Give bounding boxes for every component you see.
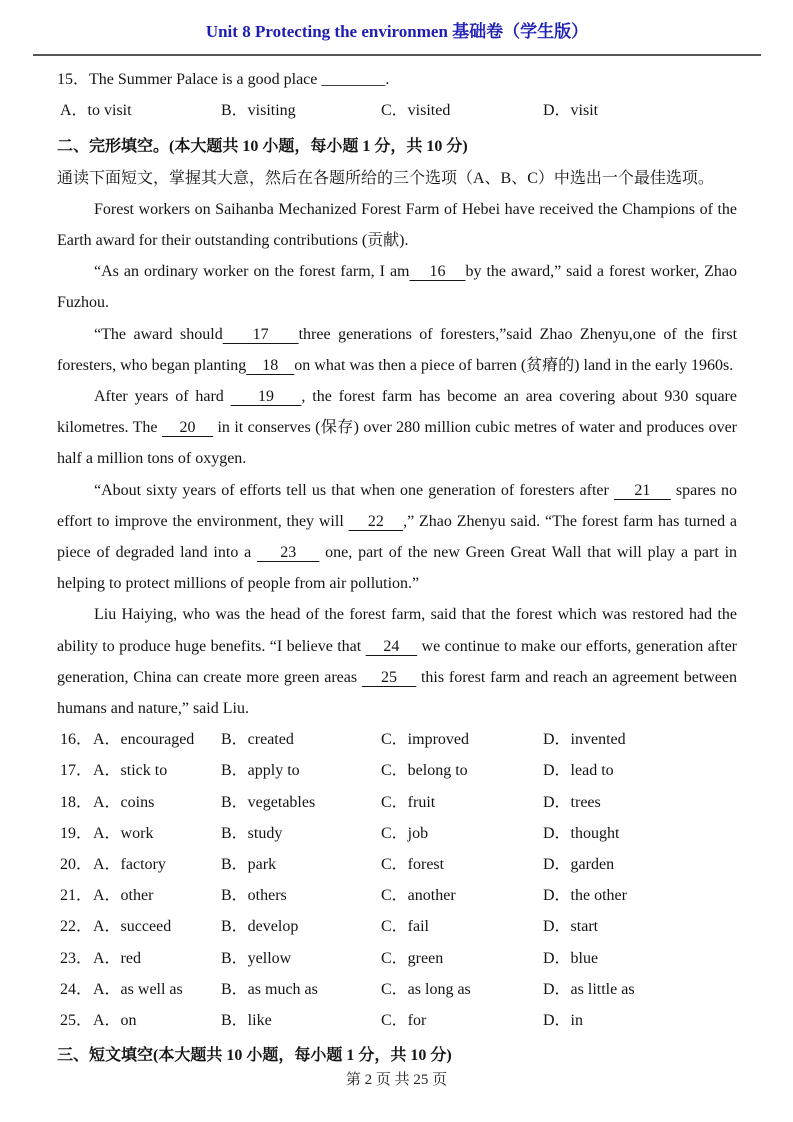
passage-paragraph: “The award should 17 three generations of foresters,”said Zhao Zhenyu,one of the first foresters, who began planting 18 on what was then a piece of barren (贫瘠的) land in the early 1960s. bbox=[57, 325, 738, 374]
cloze-blank-17: 17 bbox=[222, 325, 299, 343]
cloze-blank-21: 21 bbox=[613, 481, 671, 499]
option-d: D．in bbox=[543, 1012, 584, 1030]
option-b: B．like bbox=[221, 1012, 272, 1030]
passage-paragraph: “As an ordinary worker on the forest farm, I am 16 by the award,” said a forest worker, Zhao Fuzhou. bbox=[57, 263, 737, 312]
option-a: A．coins bbox=[93, 793, 155, 811]
question-number: 21． bbox=[60, 887, 93, 905]
option-b: B．vegetables bbox=[221, 793, 316, 811]
option-b: B．park bbox=[221, 856, 277, 874]
question-number: 22． bbox=[60, 918, 93, 936]
cloze-blank-24: 24 bbox=[365, 637, 418, 655]
cloze-question-row bbox=[57, 787, 737, 818]
cloze-blank-16: 16 bbox=[409, 263, 466, 281]
question-number: 16． bbox=[60, 731, 93, 749]
option-a: A．on bbox=[93, 1012, 137, 1030]
option-a: A．encouraged bbox=[93, 731, 195, 749]
option-b: B．study bbox=[221, 824, 283, 842]
option-d: D．trees bbox=[543, 793, 601, 811]
question-number: 24． bbox=[60, 980, 93, 998]
cloze-question-row bbox=[57, 1005, 737, 1036]
cloze-question-row bbox=[57, 974, 737, 1005]
option-a: A．succeed bbox=[93, 918, 172, 936]
section-2-heading: 二、完形填空。(本大题共 10 小题，每小题 1 分，共 10 分) bbox=[57, 138, 468, 156]
q15-option-b: B．visiting bbox=[221, 102, 296, 120]
option-a: A．red bbox=[93, 949, 141, 967]
cloze-question-row bbox=[57, 849, 737, 880]
cloze-question-row bbox=[57, 911, 737, 942]
cloze-question-row bbox=[57, 818, 737, 849]
question-15-stem: 15．The Summer Palace is a good place ________. bbox=[57, 71, 390, 88]
option-d: D．start bbox=[543, 918, 599, 936]
cloze-question-row bbox=[57, 755, 737, 786]
option-b: B．as much as bbox=[221, 980, 318, 998]
option-b: B．develop bbox=[221, 918, 299, 936]
cloze-question-list bbox=[57, 724, 737, 1036]
cloze-question-row bbox=[57, 943, 737, 974]
question-15-options bbox=[57, 95, 737, 126]
option-b: B．yellow bbox=[221, 949, 292, 967]
option-c: C．forest bbox=[381, 856, 445, 874]
option-c: C．fail bbox=[381, 918, 429, 936]
question-number: 17． bbox=[60, 762, 93, 780]
page-footer: 第 2 页 共 25 页 bbox=[345, 1072, 448, 1088]
cloze-blank-20: 20 bbox=[161, 419, 214, 437]
option-d: D．garden bbox=[543, 856, 615, 874]
cloze-blank-22: 22 bbox=[348, 512, 404, 530]
passage-paragraph: “About sixty years of efforts tell us that when one generation of foresters after 21 spares no effort to improve the environment, they will 22 ,” Zhao Zhenyu said. “The forest farm has turned a piece of degraded land into a 23 one, part of the new Green Great Wall that will play a part in helping to protect millions of people from air pollution.” bbox=[57, 481, 738, 593]
option-d: D．lead to bbox=[543, 762, 614, 780]
passage-paragraph: After years of hard 19 , the forest farm has become an area covering about 930 square kilometres. The 20 in it conserves (保存) over 280 million cubic metres of water and produces over half a million tons of oxygen. bbox=[57, 388, 738, 468]
page-title: Unit 8 Protecting the environmen 基础卷（学生版） bbox=[205, 22, 589, 41]
cloze-blank-23: 23 bbox=[257, 544, 320, 562]
option-c: C．belong to bbox=[381, 762, 468, 780]
section-3-heading: 三、短文填空(本大题共 10 小题，每小题 1 分，共 10 分) bbox=[57, 1047, 452, 1065]
option-c: C．improved bbox=[381, 731, 469, 749]
cloze-passage bbox=[57, 194, 737, 724]
page-content bbox=[57, 64, 737, 1072]
option-d: D．invented bbox=[543, 731, 626, 749]
option-c: C．for bbox=[381, 1012, 427, 1030]
option-a: A．work bbox=[93, 824, 154, 842]
option-c: C．another bbox=[381, 887, 456, 905]
cloze-question-row bbox=[57, 724, 737, 755]
q15-option-c: C．visited bbox=[381, 102, 451, 120]
header-divider bbox=[33, 54, 761, 56]
option-c: C．green bbox=[381, 949, 444, 967]
question-number: 25． bbox=[60, 1012, 93, 1030]
option-a: A．other bbox=[93, 887, 154, 905]
question-number: 23． bbox=[60, 949, 93, 967]
passage-paragraph: Liu Haiying, who was the head of the forest farm, said that the forest which was restored had the ability to produce huge benefits. “I believe that 24 we continue to make our efforts, generation after generation, China can create more green areas 25 this forest farm and reach an agreement between humans and nature,” said Liu. bbox=[57, 606, 738, 718]
cloze-blank-18: 18 bbox=[246, 356, 295, 374]
option-c: C．job bbox=[381, 824, 429, 842]
passage-paragraph: Forest workers on Saihanba Mechanized Forest Farm of Hebei have received the Champions of the Earth award for their outstanding contributions (贡献). bbox=[57, 200, 737, 250]
option-d: D．thought bbox=[543, 824, 620, 842]
cloze-blank-25: 25 bbox=[361, 668, 417, 686]
cloze-blank-19: 19 bbox=[230, 388, 302, 406]
option-a: A．as well as bbox=[93, 980, 183, 998]
option-a: A．stick to bbox=[93, 762, 168, 780]
question-number: 20． bbox=[60, 856, 93, 874]
q15-option-a: A．to visit bbox=[60, 102, 132, 120]
option-d: D．the other bbox=[543, 887, 627, 905]
option-a: A．factory bbox=[93, 856, 166, 874]
option-b: B．apply to bbox=[221, 762, 300, 780]
question-number: 18． bbox=[60, 793, 93, 811]
question-number: 19． bbox=[60, 824, 93, 842]
option-d: D．as little as bbox=[543, 980, 635, 998]
option-c: C．fruit bbox=[381, 793, 436, 811]
option-b: B．created bbox=[221, 731, 294, 749]
cloze-instruction: 通读下面短文，掌握其大意，然后在各题所给的三个选项（A、B、C）中选出一个最佳选项。 bbox=[57, 169, 714, 187]
option-c: C．as long as bbox=[381, 980, 471, 998]
cloze-question-row bbox=[57, 880, 737, 911]
option-b: B．others bbox=[221, 887, 287, 905]
option-d: D．blue bbox=[543, 949, 599, 967]
q15-option-d: D．visit bbox=[543, 102, 599, 120]
